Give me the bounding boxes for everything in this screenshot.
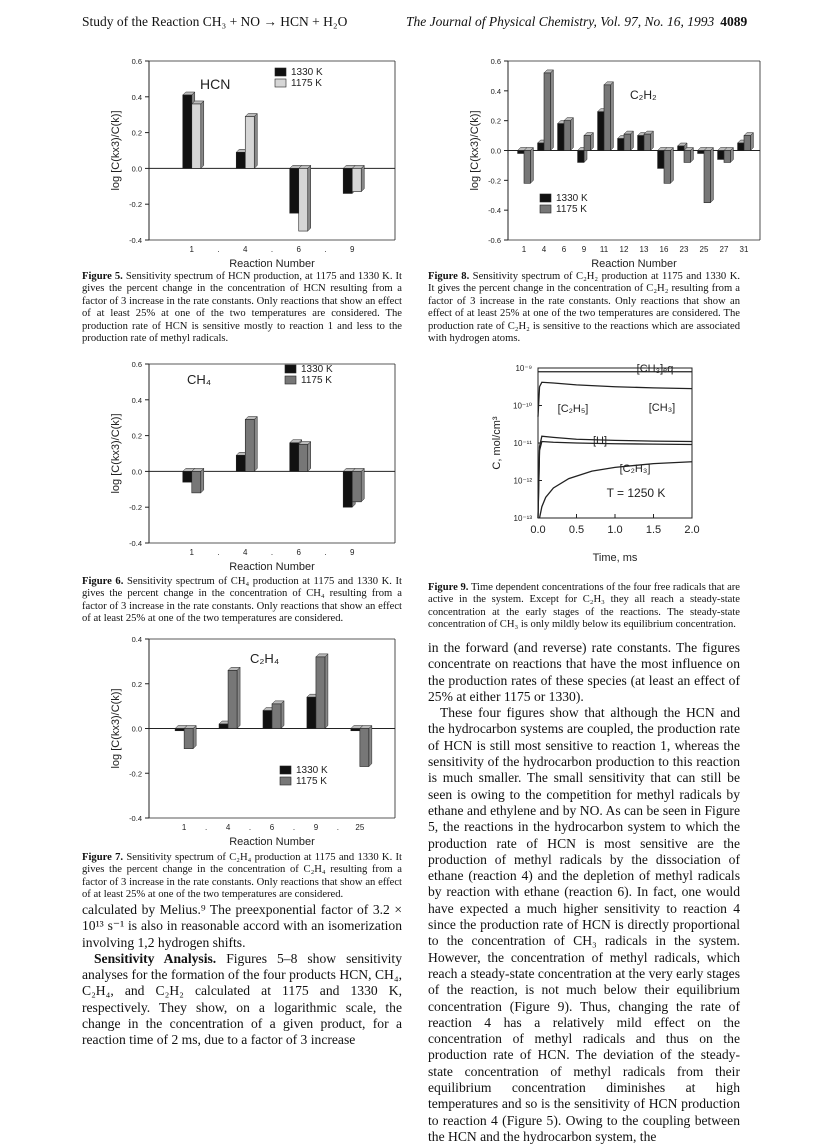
- x-tick-label: 27: [719, 245, 729, 254]
- figure-7-label: Figure 7.: [82, 852, 124, 863]
- bar-side-fig7-s1-6: [281, 701, 284, 729]
- y-axis-label: log [C(kx3)/C(k)]: [110, 413, 122, 494]
- bar-side-fig6-s1-9: [361, 468, 364, 501]
- bar-fig7-s1-1: [184, 729, 193, 749]
- bar-fig7-s0-1: [175, 729, 184, 731]
- x-tick-label: 4: [225, 823, 231, 832]
- x-tick-dot: .: [204, 823, 208, 832]
- y-tick-label: 10⁻¹²: [513, 476, 532, 486]
- bar-fig5-s0-9: [343, 168, 352, 193]
- bar-fig7-s0-6: [263, 711, 272, 729]
- y-tick-label: 0.6: [490, 57, 501, 66]
- chart-title: HCN: [200, 76, 231, 92]
- series-label: [C₂H₅]: [557, 403, 589, 415]
- x-tick-label: 23: [679, 245, 689, 254]
- x-tick-label: 6: [296, 548, 301, 557]
- x-tick-label: 25: [699, 245, 709, 254]
- bar-fig7-s0-25: [351, 729, 360, 731]
- bar-side-fig8-s1-16: [670, 148, 673, 184]
- bar-fig8-s1-4: [544, 73, 550, 151]
- bar-side-fig5-s1-1: [201, 101, 204, 168]
- x-tick-label: 6: [296, 245, 301, 254]
- figure-7-chart: [105, 633, 405, 848]
- y-tick-label: 0.6: [131, 360, 142, 369]
- x-tick-dot: .: [292, 823, 296, 832]
- right-column-body: [428, 640, 740, 1145]
- bar-side-fig8-s1-6: [570, 118, 573, 151]
- page-number: 4089: [720, 14, 748, 29]
- bar-fig8-s0-6: [558, 124, 564, 151]
- y-tick-label: -0.4: [488, 206, 501, 216]
- x-tick-dot: .: [324, 245, 327, 254]
- bar-fig7-s1-4: [228, 670, 237, 728]
- bar-fig8-s1-16: [664, 151, 670, 184]
- figure-7-text: Sensitivity spectrum of C₂H₄ production at 1175 and 1330 K. It gives the percent change in the concentration of C₂H₄ resulting from a factor of 3 increase in the rate constants. Only reactions that show an effect of at least 25% at one of the two temperatures are considered.: [82, 852, 402, 901]
- y-tick-label: 0.4: [131, 92, 142, 102]
- bar-fig8-s1-9: [584, 136, 590, 151]
- bar-fig8-s1-12: [624, 134, 630, 150]
- y-tick-label: 10⁻¹¹: [513, 439, 532, 448]
- left-paragraph-1: calculated by Melius.⁹ The preexponential factor of 3.2 × 10¹³ s⁻¹ is also in reasonable accord with an isomerization involving 1,2 hydrogen shifts.: [82, 902, 402, 950]
- journal-citation: The Journal of Physical Chemistry, Vol. 97, No. 16, 1993: [406, 14, 715, 29]
- y-axis-label: C, mol/cm³: [491, 416, 503, 470]
- figure-9-label: Figure 9.: [428, 582, 469, 593]
- left-column-body: [82, 902, 402, 1049]
- bar-fig7-s0-4: [219, 724, 228, 728]
- x-tick-label: 4: [243, 245, 248, 254]
- bar-fig8-s0-25: [698, 151, 704, 154]
- bar-fig5-s1-6: [299, 168, 308, 231]
- y-tick-label: 0.2: [131, 679, 142, 689]
- y-tick-label: -0.4: [129, 236, 142, 245]
- bar-side-fig5-s1-9: [361, 165, 364, 191]
- legend-swatch: [285, 376, 296, 384]
- x-tick-label: 6: [561, 245, 567, 254]
- bar-fig8-s1-31: [744, 136, 750, 151]
- y-tick-label: 0.2: [131, 431, 142, 441]
- x-tick-dot: .: [270, 245, 274, 254]
- legend-label: 1175 K: [301, 375, 332, 386]
- y-tick-label: 10⁻¹³: [513, 514, 532, 523]
- figure-8-caption: [428, 271, 740, 345]
- bar-fig8-s0-1: [518, 151, 524, 154]
- y-tick-label: 0.6: [131, 57, 142, 66]
- chart-title: C₂H₄: [250, 651, 280, 666]
- x-tick-label: 9: [581, 245, 587, 254]
- x-tick-dot: .: [248, 823, 252, 832]
- y-tick-label: 0.0: [131, 724, 142, 734]
- legend-swatch: [540, 194, 551, 202]
- bar-fig7-s1-6: [272, 704, 281, 729]
- bar-fig8-s0-31: [738, 143, 744, 150]
- bar-fig6-s1-4: [245, 419, 254, 471]
- figure-6-chart: [105, 358, 405, 573]
- y-tick-label: 0.0: [490, 146, 501, 156]
- x-axis-label: Time, ms: [592, 552, 638, 564]
- figure-9-chart: [470, 348, 770, 578]
- bar-side-fig8-s1-25: [710, 148, 713, 203]
- figure-9-text: Time dependent concentrations of the four free radicals that are active in the system. Except for C₂H₃ they all reach a steady-state concentration at the early stages of the reactions. The steady-state concentration of CH₃ is only mildly below its equilibrium concentration.: [428, 582, 740, 631]
- y-tick-label: -0.2: [129, 769, 142, 779]
- temperature-annotation: T = 1250 K: [606, 486, 666, 500]
- x-tick-dot: .: [324, 548, 327, 557]
- x-tick-dot: .: [336, 823, 340, 832]
- x-tick-dot: .: [270, 548, 274, 557]
- bar-fig8-s1-23: [684, 151, 690, 163]
- y-tick-label: 0.4: [131, 395, 142, 405]
- bar-fig7-s1-9: [316, 657, 325, 729]
- x-tick-dot: .: [217, 548, 220, 557]
- x-tick-dot: .: [217, 245, 220, 254]
- series-label: [CH₃]ₑq: [636, 363, 674, 375]
- legend-label: 1330 K: [291, 67, 323, 78]
- y-tick-label: -0.2: [129, 200, 142, 210]
- legend-label: 1330 K: [556, 193, 588, 204]
- bar-side-fig7-s1-25: [369, 726, 372, 767]
- x-axis-label: Reaction Number: [229, 561, 315, 573]
- bar-fig8-s1-27: [724, 151, 730, 163]
- legend-label: 1175 K: [291, 78, 322, 89]
- figure-8-label: Figure 8.: [428, 271, 470, 282]
- x-axis-label: Reaction Number: [229, 258, 315, 270]
- y-tick-label: -0.2: [488, 176, 501, 186]
- bar-fig8-s0-23: [678, 146, 684, 150]
- bar-fig5-s0-6: [290, 168, 299, 213]
- x-tick-label: 0.5: [568, 524, 585, 536]
- x-tick-label: 6: [269, 823, 275, 832]
- legend-swatch: [275, 68, 286, 76]
- figure-5-chart: [105, 55, 405, 270]
- legend-label: 1175 K: [556, 204, 587, 215]
- bar-side-fig8-s1-11: [610, 82, 613, 151]
- y-axis-label: log [C(kx3)/C(k)]: [469, 110, 481, 191]
- legend-label: 1330 K: [296, 765, 328, 776]
- x-tick-label: 1: [189, 548, 195, 557]
- bar-side-fig8-s1-12: [630, 131, 633, 150]
- x-tick-label: 1: [189, 245, 195, 254]
- y-tick-label: 0.2: [131, 128, 142, 138]
- x-tick-label: 1.5: [645, 524, 662, 536]
- figure-6-text: Sensitivity spectrum of CH₄ production at 1175 and 1330 K. It gives the percent change in the concentration of CH₄ resulting from a factor of 3 increase in the rate constants. Only reactions that show an effect of at least 25% at one of the two temperatures are considered.: [82, 576, 402, 625]
- right-paragraph-1: in the forward (and reverse) rate constants. The figures concentrate on reactions that have the most influence on the production rates of these species (at least an effect of 25% at either 1175 or 1330).: [428, 640, 740, 704]
- bar-fig5-s0-4: [236, 152, 245, 168]
- bar-fig6-s0-9: [343, 471, 352, 507]
- legend-swatch: [280, 766, 291, 774]
- y-tick-label: -0.2: [129, 503, 142, 513]
- bar-fig6-s0-4: [236, 455, 245, 471]
- figure-5-label: Figure 5.: [82, 271, 123, 282]
- section-heading: Sensitivity Analysis.: [94, 950, 217, 966]
- bar-side-fig7-s1-1: [193, 726, 196, 749]
- figure-5-caption: [82, 271, 402, 345]
- bar-fig8-s1-13: [644, 134, 650, 150]
- x-tick-label: 4: [541, 245, 547, 254]
- figure-8-chart: [470, 55, 770, 270]
- y-tick-label: 0.4: [131, 635, 142, 644]
- x-axis-label: Reaction Number: [591, 258, 677, 270]
- bar-fig8-s0-16: [658, 151, 664, 169]
- x-tick-label: 1.0: [607, 524, 623, 536]
- bar-side-fig8-s1-1: [530, 148, 533, 184]
- legend-swatch: [275, 79, 286, 87]
- figure-8-text: Sensitivity spectrum of C₂H₂ production at 1175 and 1330 K. It gives the percent change in the concentration of C₂H₂ resulting from a factor of 3 increase in the rate constants. Only reactions that show an effect of at least 25% at one of the two temperatures are considered. The production rate of C₂H₂ is sensitive to the reactions which are associated with hydrogen atoms.: [428, 271, 740, 345]
- bar-fig6-s1-1: [192, 471, 201, 492]
- bar-fig8-s0-4: [538, 143, 544, 150]
- bar-fig8-s0-27: [718, 151, 724, 160]
- figure-5-text: Sensitivity spectrum of HCN production, at 1175 and 1330 K. It gives the percent change in the concentration of HCN resulting from a factor of 3 increase in the rate constants. Only reactions that show an effect of at least 25% at one of the two temperatures are considered. The production rate of HCN is sensitive mostly to reaction 1 and less to the production rate of methyl radicals.: [82, 271, 403, 345]
- x-tick-label: 2.0: [684, 524, 700, 536]
- bar-fig7-s0-9: [307, 697, 316, 728]
- series-label: [C₂H₃]: [619, 463, 651, 475]
- bar-fig8-s1-11: [604, 85, 610, 151]
- series-label: [CH₃]: [648, 402, 676, 414]
- running-header-title: Study of the Reaction CH₃ + NO → HCN + H₂O: [82, 14, 348, 29]
- bar-side-fig8-s1-4: [550, 70, 553, 151]
- bar-side-fig7-s1-9: [325, 654, 328, 729]
- legend-label: 1175 K: [296, 776, 327, 787]
- series-line-2: [538, 436, 692, 518]
- legend-swatch: [280, 777, 291, 785]
- bar-side-fig6-s1-1: [201, 468, 204, 492]
- series-label: [H]: [592, 435, 608, 447]
- x-tick-label: 4: [243, 548, 248, 557]
- bar-side-fig6-s1-6: [308, 442, 311, 472]
- x-tick-label: 1: [181, 823, 187, 832]
- y-tick-label: 0.0: [131, 164, 142, 174]
- x-tick-label: 0.0: [530, 524, 546, 536]
- left-paragraph-2: [82, 951, 402, 1049]
- bar-fig8-s1-6: [564, 121, 570, 151]
- figure-6-caption: [82, 576, 402, 626]
- bar-fig5-s1-4: [245, 116, 254, 168]
- x-axis-label: Reaction Number: [229, 836, 315, 848]
- x-tick-label: 12: [619, 245, 629, 254]
- bar-fig5-s0-1: [183, 95, 192, 168]
- y-tick-label: -0.6: [488, 236, 501, 245]
- bar-side-fig5-s1-4: [254, 113, 257, 168]
- y-tick-label: 10⁻⁹: [515, 364, 532, 373]
- bar-fig6-s1-6: [299, 445, 308, 472]
- legend-swatch: [285, 365, 296, 373]
- y-tick-label: -0.4: [129, 814, 142, 823]
- bar-fig5-s1-1: [192, 104, 201, 168]
- chart-title: CH₄: [187, 372, 212, 387]
- y-tick-label: 10⁻¹⁰: [513, 401, 532, 411]
- x-tick-label: 9: [349, 548, 355, 557]
- y-axis-label: log [C(kx3)/C(k)]: [110, 110, 122, 191]
- bar-fig8-s0-9: [578, 151, 584, 163]
- bar-side-fig5-s1-6: [308, 165, 311, 231]
- y-axis-label: log [C(kx3)/C(k)]: [110, 688, 122, 769]
- legend-swatch: [540, 205, 551, 213]
- y-tick-label: 0.4: [490, 86, 501, 96]
- bar-fig6-s0-1: [183, 471, 192, 482]
- x-tick-label: 13: [639, 245, 649, 254]
- figure-6-label: Figure 6.: [82, 576, 124, 587]
- bar-fig8-s0-12: [618, 139, 624, 151]
- bar-fig6-s1-9: [352, 471, 361, 501]
- left-paragraph-2-text: Figures 5–8 show sensitivity analyses for the formation of the four products HCN, CH₄, C₂H₄, and C₂H₂ calculated at 1175 and 1330 K, respectively. They show, on a logarithmic scale, the change in the concentration of a given product, for a reaction time of 2 ms, due to a factor of 3 increase: [82, 950, 402, 1048]
- right-paragraph-2: These four figures show that although the HCN and the hydrocarbon systems are coupled, the production rate of HCN is still most sensitive to reaction 1, whereas the sensitivity of the hydrocarbon production to this reaction is much smaller. The small sensitivity that can still be seen is owing to the competition for methyl radicals by ethane and ethylene and by NO. As can be seen in Figure 5, the reactions in the hydrocarbon system to which the production rate of HCN is most sensitive are the production of methyl radicals by the dissociation of ethane (reaction 4) and the depletion of methyl radicals by reaction with ethane (reaction 6). In fact, one would have expected a much higher sensitivity to reaction 4 since the production rate of HCN is directly proportional to the concentration of CH₃ radicals in the system. However, the concentration of methyl radicals, which reach a steady-state concentration at the very early stages of the reaction, is not much below their equilibrium concentration (Figure 9). Thus, changing the rate of reaction 4 has a relatively mild effect on the concentration of methyl radicals and thus on the production rate of HCN. The deviation of the steady-state concentration of methyl radicals from their equilibrium concentration diminishes at high temperatures and so is the sensitivity of HCN production to reaction 4 (Figure 5). Owing to the coupling between the HCN and the hydrocarbon system, the: [428, 705, 740, 1144]
- figure-7-caption: [82, 852, 402, 902]
- y-tick-label: 0.0: [131, 467, 142, 477]
- bar-side-fig7-s1-4: [237, 667, 240, 728]
- x-tick-label: 16: [659, 245, 669, 254]
- series-line-3: [538, 442, 692, 519]
- chart-title: C₂H₂: [630, 88, 657, 102]
- bar-fig8-s0-11: [598, 112, 604, 151]
- bar-fig8-s1-25: [704, 151, 710, 203]
- x-tick-label: 31: [739, 245, 749, 254]
- bar-fig8-s1-1: [524, 151, 530, 184]
- legend-label: 1330 K: [301, 364, 333, 375]
- running-header-journal: [406, 14, 747, 30]
- x-tick-label: 9: [349, 245, 355, 254]
- y-tick-label: -0.4: [129, 539, 142, 548]
- bar-side-fig8-s1-13: [650, 131, 653, 150]
- figure-9-caption: [428, 582, 740, 632]
- x-tick-label: 1: [521, 245, 527, 254]
- bar-fig8-s0-13: [638, 136, 644, 151]
- bar-fig5-s1-9: [352, 168, 361, 191]
- bar-side-fig6-s1-4: [254, 416, 257, 471]
- x-tick-label: 25: [355, 823, 365, 832]
- bar-fig6-s0-6: [290, 443, 299, 472]
- y-tick-label: 0.2: [490, 116, 501, 126]
- x-tick-label: 11: [599, 245, 609, 254]
- x-tick-label: 9: [313, 823, 319, 832]
- bar-fig7-s1-25: [360, 729, 369, 767]
